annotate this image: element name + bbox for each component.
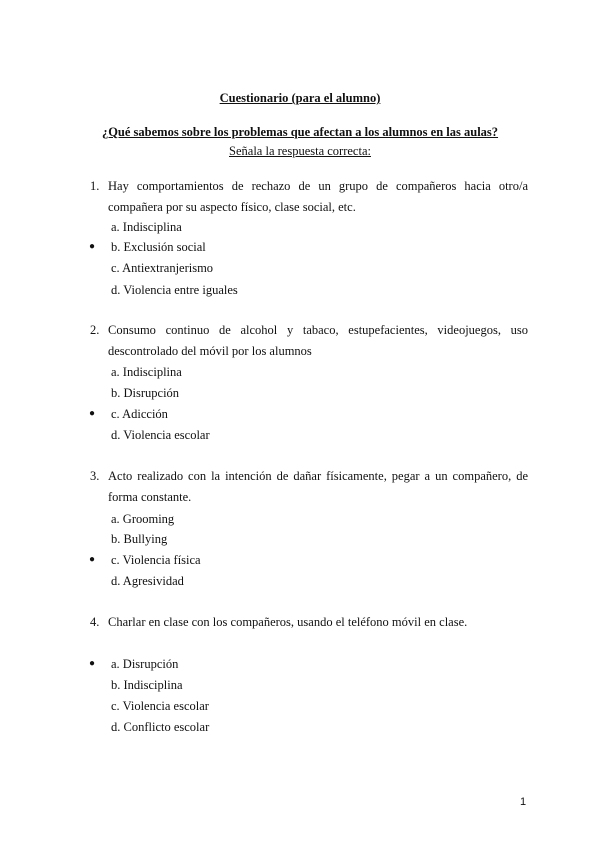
selected-bullet-icon: ●: [89, 658, 96, 669]
option-3b[interactable]: b. Bullying: [111, 532, 168, 546]
question-text: Acto realizado con la intención de dañar físicamente, pegar a un compañero, de forma constante.: [108, 469, 528, 504]
question-text: Hay comportamientos de rechazo de un grupo de compañeros hacia otro/a compañera por su aspecto físico, clase social, etc.: [108, 179, 528, 214]
option-1b[interactable]: ● b. Exclusión social: [111, 237, 206, 257]
option-4c[interactable]: c. Violencia escolar: [111, 699, 209, 713]
question-number: 1.: [90, 179, 100, 193]
page-number: 1: [520, 796, 527, 808]
document-subtitle: ¿Qué sabemos sobre los problemas que afectan a los alumnos en las aulas?: [101, 125, 499, 139]
option-2b[interactable]: b. Disrupción: [111, 386, 180, 400]
option-4d[interactable]: d. Conflicto escolar: [111, 720, 210, 734]
question-number: 3.: [90, 469, 100, 483]
option-2a[interactable]: a. Indisciplina: [111, 365, 182, 379]
question-text: Charlar en clase con los compañeros, usando el teléfono móvil en clase.: [108, 615, 468, 629]
question-text: Consumo continuo de alcohol y tabaco, estupefacientes, videojuegos, uso descontrolado del móvil por los alumnos: [108, 323, 528, 358]
option-2d[interactable]: d. Violencia escolar: [111, 428, 210, 442]
question-3: [90, 466, 528, 508]
option-3d[interactable]: d. Agresividad: [111, 574, 184, 588]
selected-bullet-icon: ●: [89, 554, 96, 565]
question-2: [90, 320, 528, 362]
option-2c[interactable]: ● c. Adicción: [111, 404, 168, 424]
question-4: [90, 612, 528, 633]
option-1c[interactable]: c. Antiextranjerismo: [111, 261, 214, 275]
option-4b[interactable]: b. Indisciplina: [111, 678, 183, 692]
selected-bullet-icon: ●: [89, 241, 96, 252]
option-4a[interactable]: ● a. Disrupción: [111, 654, 178, 674]
question-number: 4.: [90, 615, 100, 629]
question-1: [90, 176, 528, 218]
document-title: Cuestionario (para el alumno): [219, 91, 381, 105]
option-1d[interactable]: d. Violencia entre iguales: [111, 283, 238, 297]
instruction-text: Señala la respuesta correcta:: [229, 144, 371, 158]
option-1a[interactable]: a. Indisciplina: [111, 220, 182, 234]
option-3a[interactable]: a. Grooming: [111, 512, 175, 526]
question-number: 2.: [90, 323, 100, 337]
option-3c[interactable]: ● c. Violencia física: [111, 550, 201, 570]
selected-bullet-icon: ●: [89, 408, 96, 419]
